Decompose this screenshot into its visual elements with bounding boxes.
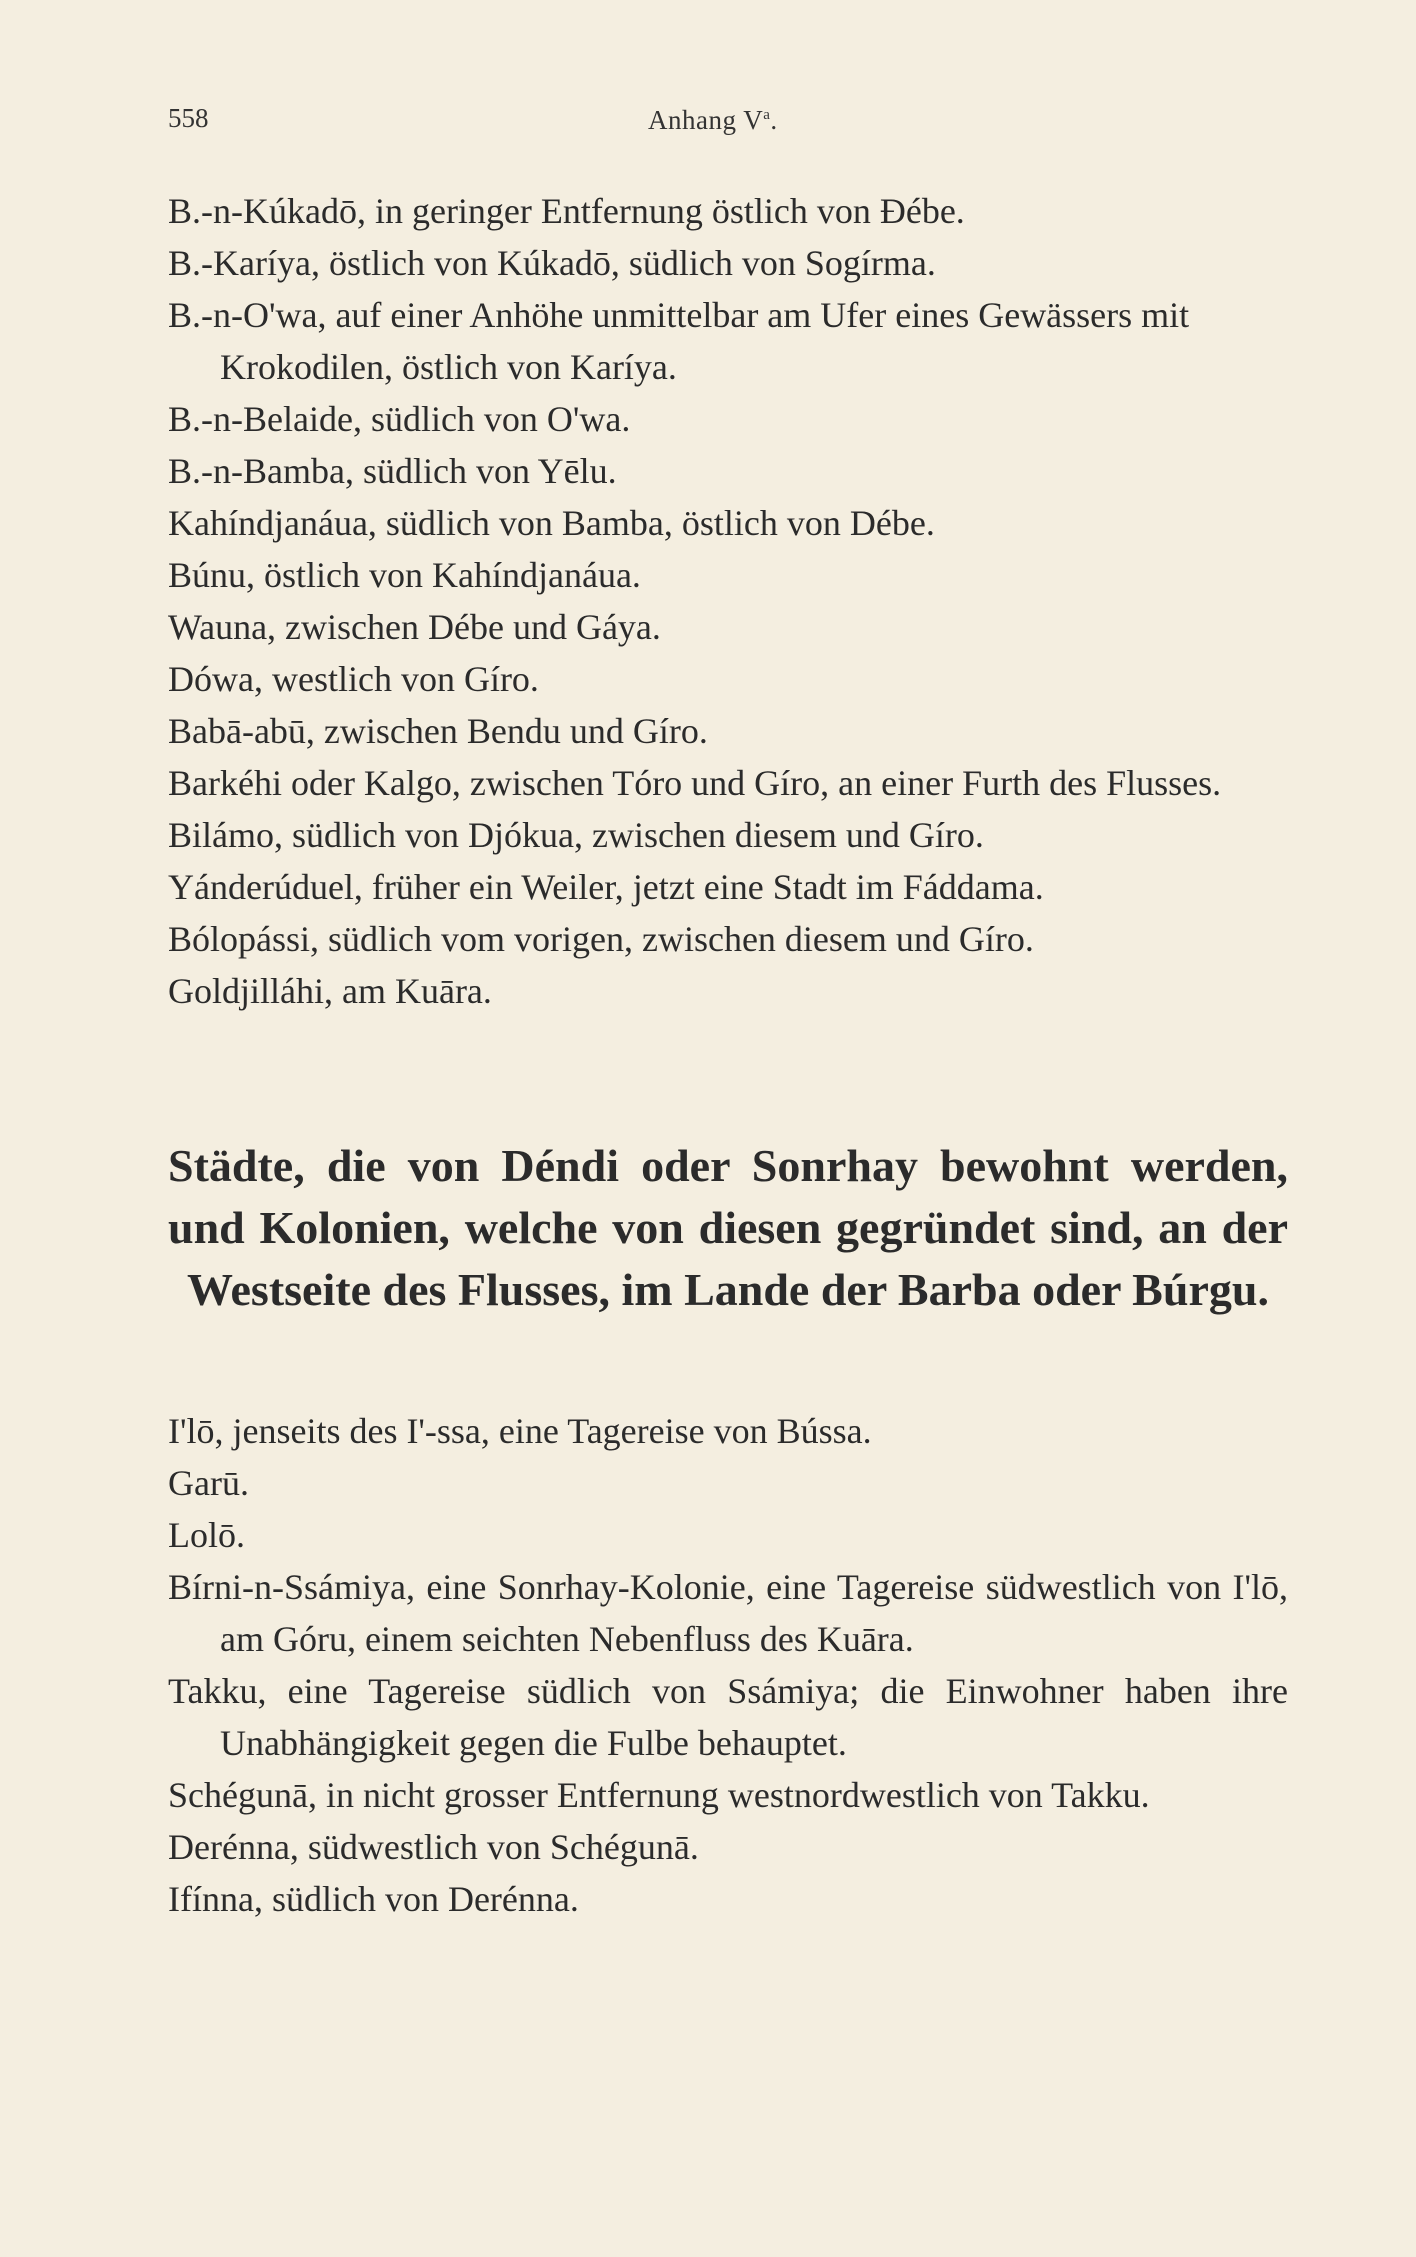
- place-list-east: [168, 185, 1288, 1017]
- list-item: B.-Karíya, östlich von Kúkadō, südlich von Sogírma.: [168, 243, 936, 283]
- list-item: Bilámo, südlich von Djókua, zwischen diesem und Gíro.: [168, 815, 984, 855]
- running-head-superscript: a: [763, 107, 771, 123]
- running-head-text: Anhang V: [648, 105, 764, 135]
- list-item: Yánderúduel, früher ein Weiler, jetzt eine Stadt im Fáddama.: [168, 867, 1044, 907]
- section-heading: Städte, die von Déndi oder Sonrhay bewohnt werden, und Kolonien, welche von diesen gegründet sind, an der Westseite des Flusses, im Lande der Barba oder Búrgu.: [168, 1140, 1288, 1315]
- list-item: Dówa, westlich von Gíro.: [168, 659, 539, 699]
- page-number: 558: [168, 103, 209, 133]
- running-head: [648, 105, 778, 136]
- list-item: Garū.: [168, 1463, 249, 1503]
- list-item: Babā-abū, zwischen Bendu und Gíro.: [168, 711, 708, 751]
- list-item: I'lō, jenseits des I'-ssa, eine Tagereise von Bússa.: [168, 1411, 872, 1451]
- list-item: B.-n-Kúkadō, in geringer Entfernung östlich von Ðébe.: [168, 191, 965, 231]
- list-item: B.-n-Bamba, südlich von Yēlu.: [168, 451, 617, 491]
- list-item: Lolō.: [168, 1515, 245, 1555]
- list-item: B.-n-Belaide, südlich von O'wa.: [168, 399, 631, 439]
- list-item: Bólopássi, südlich vom vorigen, zwischen diesem und Gíro.: [168, 919, 1034, 959]
- list-item: Wauna, zwischen Débe und Gáya.: [168, 607, 661, 647]
- list-item: B.-n-O'wa, auf einer Anhöhe unmittelbar am Ufer eines Gewässers mit Krokodilen, östlich von Karíya.: [168, 295, 1190, 387]
- list-item: Derénna, südwestlich von Schégunā.: [168, 1827, 699, 1867]
- list-item: Búnu, östlich von Kahíndjanáua.: [168, 555, 641, 595]
- list-item: Kahíndjanáua, südlich von Bamba, östlich von Débe.: [168, 503, 935, 543]
- list-item: Takku, eine Tagereise südlich von Ssámiya; die Einwohner haben ihre Unabhängigkeit gegen die Fulbe behauptet.: [168, 1671, 1288, 1763]
- list-item: Barkéhi oder Kalgo, zwischen Tóro und Gíro, an einer Furth des Flusses.: [168, 763, 1222, 803]
- running-head-period: .: [770, 105, 778, 135]
- list-item: Bírni-n-Ssámiya, eine Sonrhay-Kolonie, eine Tagereise südwestlich von I'lō, am Góru, einem seichten Nebenfluss des Kuāra.: [168, 1567, 1288, 1659]
- page-header: [168, 103, 1288, 143]
- place-list-west: [168, 1405, 1288, 1925]
- list-item: Ifínna, südlich von Derénna.: [168, 1879, 579, 1919]
- list-item: Schégunā, in nicht grosser Entfernung westnordwestlich von Takku.: [168, 1775, 1150, 1815]
- list-item: Goldjilláhi, am Kuāra.: [168, 971, 492, 1011]
